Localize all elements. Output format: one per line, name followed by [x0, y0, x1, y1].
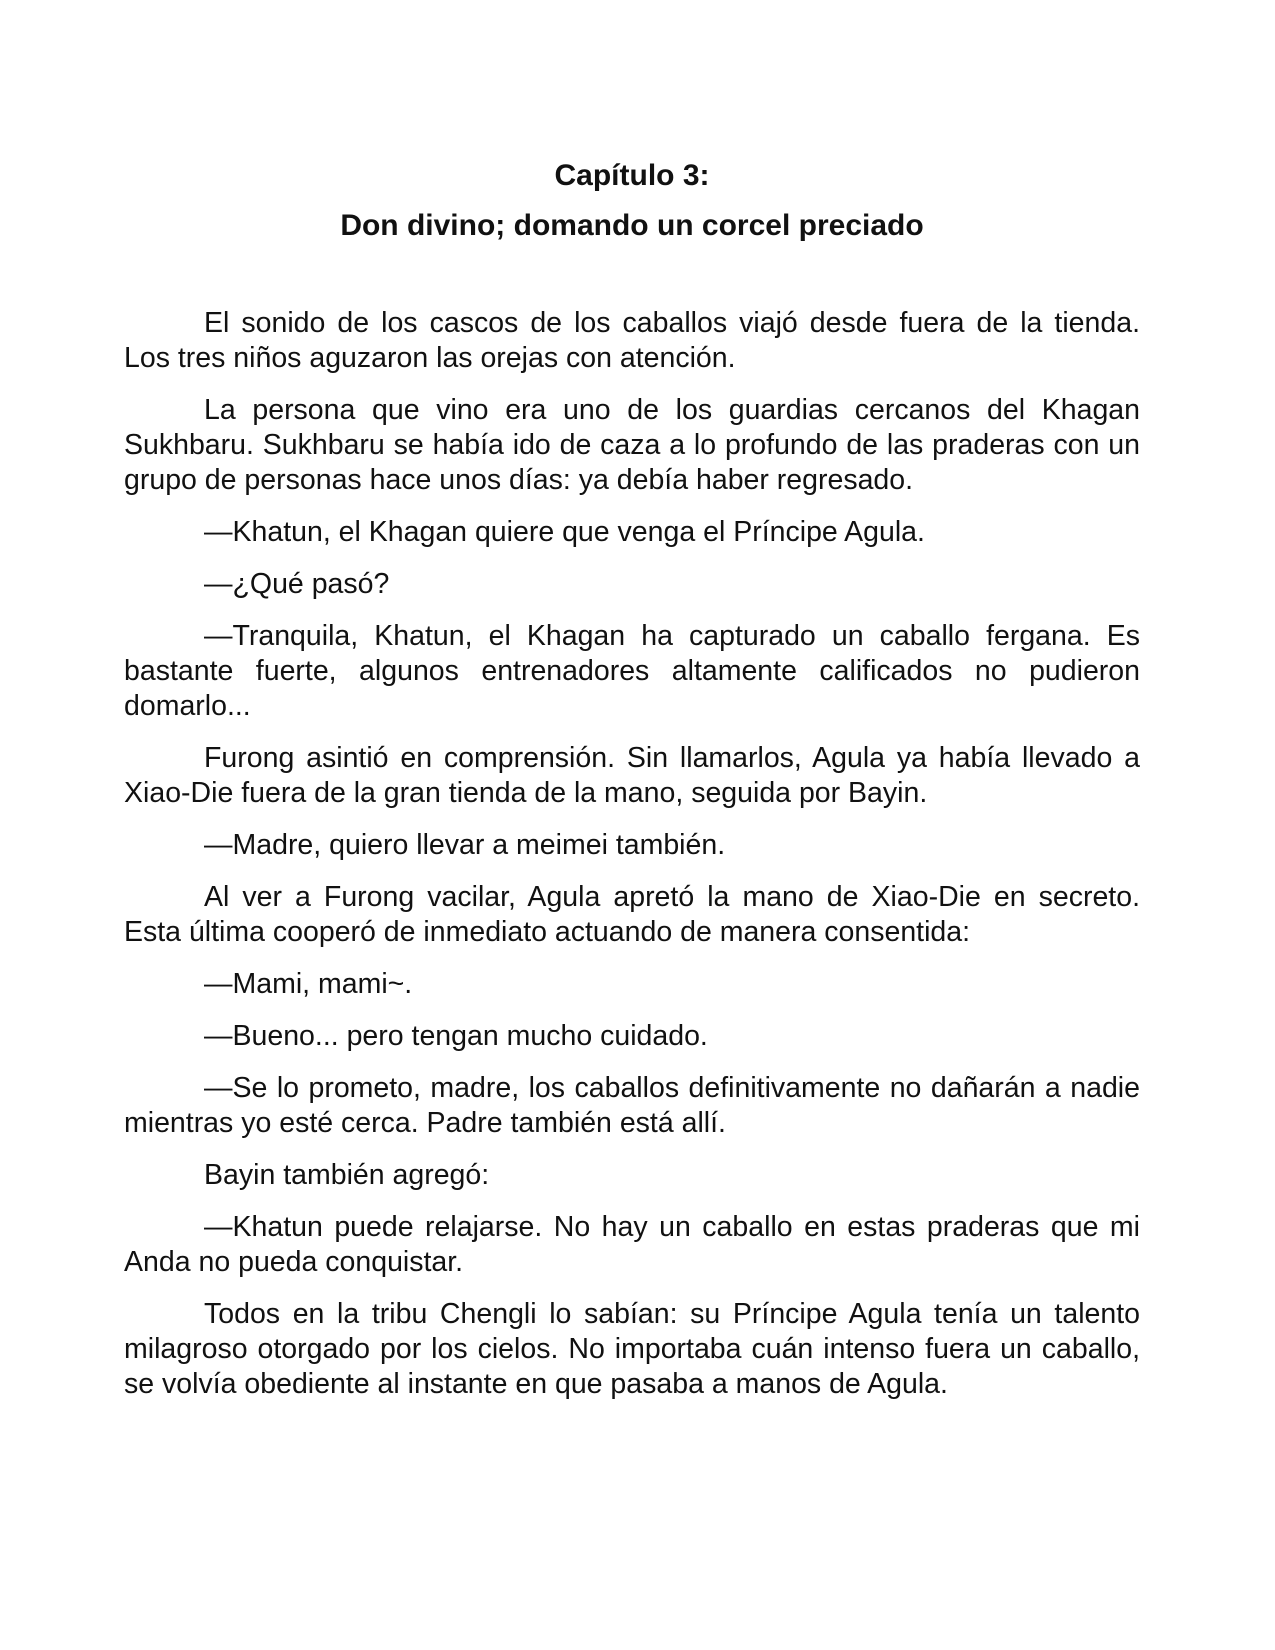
paragraph: —Khatun puede relajarse. No hay un caballo en estas praderas que mi Anda no pueda conquistar. — [124, 1211, 1140, 1278]
paragraph: —¿Qué pasó? — [204, 568, 390, 600]
chapter-number: Capítulo 3: — [554, 159, 710, 192]
paragraph: Furong asintió en comprensión. Sin llamarlos, Agula ya había llevado a Xiao-Die fuera de la gran tienda de la mano, seguida por Bayin. — [124, 742, 1140, 809]
paragraph: Bayin también agregó: — [204, 1159, 490, 1191]
paragraph: —Madre, quiero llevar a meimei también. — [204, 829, 726, 861]
paragraph: —Bueno... pero tengan mucho cuidado. — [204, 1020, 708, 1052]
paragraph: La persona que vino era uno de los guardias cercanos del Khagan Sukhbaru. Sukhbaru se había ido de caza a lo profundo de las praderas con un grupo de personas hace unos días: ya debía haber regresado. — [124, 394, 1140, 496]
paragraph: Al ver a Furong vacilar, Agula apretó la mano de Xiao-Die en secreto. Esta última cooperó de inmediato actuando de manera consentida: — [124, 881, 1140, 948]
chapter-title: Don divino; domando un corcel preciado — [340, 209, 924, 242]
paragraph: —Mami, mami~. — [204, 968, 413, 1000]
paragraph: —Tranquila, Khatun, el Khagan ha capturado un caballo fergana. Es bastante fuerte, algunos entrenadores altamente calificados no pudieron domarlo... — [124, 620, 1140, 722]
paragraph: —Khatun, el Khagan quiere que venga el Príncipe Agula. — [204, 516, 925, 548]
paragraph: El sonido de los cascos de los caballos viajó desde fuera de la tienda. Los tres niños aguzaron las orejas con atención. — [124, 307, 1140, 374]
paragraph: —Se lo prometo, madre, los caballos definitivamente no dañarán a nadie mientras yo esté cerca. Padre también está allí. — [124, 1072, 1140, 1139]
paragraph: Todos en la tribu Chengli lo sabían: su Príncipe Agula tenía un talento milagroso otorgado por los cielos. No importaba cuán intenso fuera un caballo, se volvía obediente al instante en que pasaba a manos de Agula. — [124, 1298, 1140, 1400]
chapter-body — [124, 306, 1140, 1402]
document-page — [124, 158, 1140, 1419]
